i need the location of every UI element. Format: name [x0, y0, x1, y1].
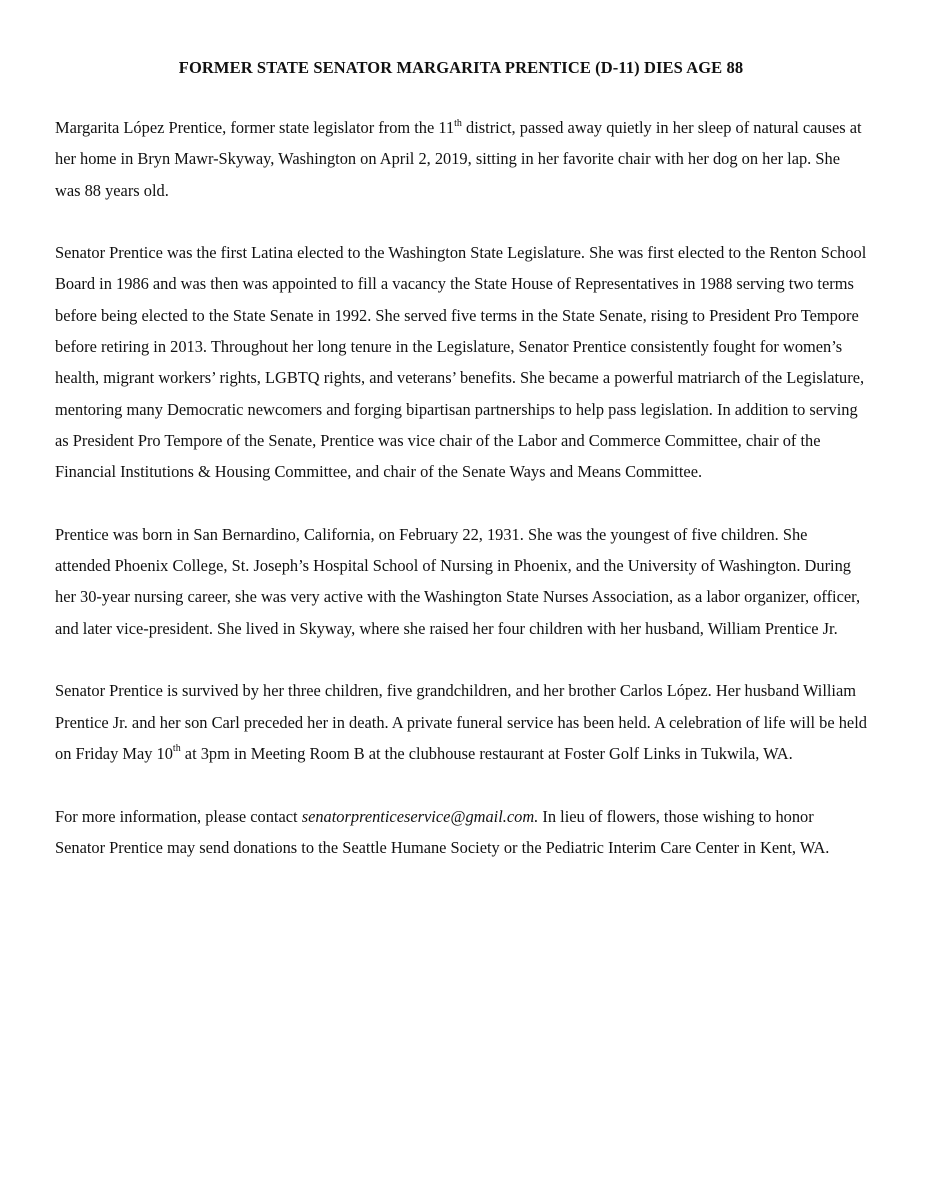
paragraph-intro-text-a: Margarita López Prentice, former state legislator from the 11: [55, 118, 455, 137]
paragraph-contact-text-b: In lieu of flowers, those wishing to honor Senator Prentice may send donations to the Seattle Humane Society or the Pediatric Interim Care Center in Kent, WA.: [55, 806, 830, 857]
paragraph-early-life: Prentice was born in San Bernardino, California, on February 22, 1931. She was the youngest of five children. She attended Phoenix College, St. Joseph’s Hospital School of Nursing in Phoenix, and the University of Washington. During her 30-year nursing career, she was very active with the Washington State Nurses Association, as a labor organizer, officer, and later vice-president. She lived in Skyway, where she raised her four children with her husband, William Prentice Jr.: [55, 524, 861, 638]
document-title: FORMER STATE SENATOR MARGARITA PRENTICE (D-11) DIES AGE 88: [178, 58, 744, 77]
paragraph-survivors: [55, 675, 867, 769]
ordinal-suffix: th: [172, 743, 181, 755]
paragraph-survivors-text-b: at 3pm in Meeting Room B at the clubhouse restaurant at Foster Golf Links in Tukwila, WA.: [180, 743, 793, 763]
paragraph-career: Senator Prentice was the first Latina elected to the Washington State Legislature. She was first elected to the Renton School Board in 1986 and was then was appointed to fill a vacancy the State House of Representatives in 1988 serving two terms before being elected to the State Senate in 1992. She served five terms in the State Senate, rising to President Pro Tempore before retiring in 2013. Throughout her long tenure in the Legislature, Senator Prentice consistently fought for women’s health, migrant workers’ rights, LGBTQ rights, and veterans’ benefits. She became a powerful matriarch of the Legislature, mentoring many Democratic newcomers and forging bipartisan partnerships to help pass legislation. In addition to serving as President Pro Tempore of the Senate, Prentice was vice chair of the Labor and Commerce Committee, chair of the Financial Institutions & Housing Committee, and chair of the Senate Ways and Means Committee.: [55, 243, 867, 482]
paragraph-intro-text-b: district, passed away quietly in her sleep of natural causes at her home in Bryn Mawr-Skyway, Washington on April 2, 2019, sitting in her favorite chair with her dog on her lap. She was 88 years old.: [55, 118, 862, 200]
paragraph-contact: [55, 801, 867, 864]
paragraph-contact-text-a: For more information, please contact: [55, 806, 302, 826]
paragraph-survivors-text-a: Senator Prentice is survived by her three children, five grandchildren, and her brother Carlos López. Her husband William Prentice Jr. and her son Carl preceded her in death. A private funeral service has been held. A celebration of life will be held on Friday May 10: [55, 681, 867, 763]
paragraph-intro: [55, 112, 867, 206]
contact-email: senatorprenticeservice@gmail.com.: [301, 806, 539, 826]
ordinal-suffix: th: [454, 117, 462, 129]
